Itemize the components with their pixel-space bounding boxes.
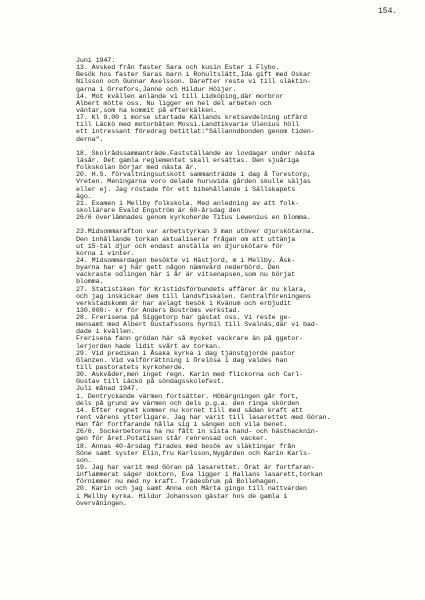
text-line: Nilsson och Gunnar Axelsson. Därefter reste vi till släktin- — [76, 78, 311, 87]
text-line: 21. Examen i Mellby folkskola. Med anledning av att folk- — [76, 199, 300, 208]
text-line: Juli månad 1947. — [76, 385, 139, 394]
text-line: garna i Orrefors,Janne och Hildur Höijer. — [76, 85, 237, 94]
text-line: 1. Dentryckande värmen fortsätter. Höbärgningen går fort, — [76, 392, 300, 401]
text-line: byarna har ej här gett någon nämnvärd nederbörd. Den — [76, 264, 280, 273]
text-line: Söne samt syster Elin,fru Karlsson,Nygården och Karin Karls- — [76, 449, 311, 458]
text-line: inflammerat säger doktorn, Eva ligger i Hallans lasarett,torkan — [76, 471, 323, 480]
page-number: 154. — [378, 7, 398, 16]
text-line: Den inhållande torkan aktualiserar frågan om att uttänja — [76, 235, 296, 244]
text-line: blomma. — [76, 278, 104, 287]
text-line: till pastoratets kyrkoherde. — [76, 364, 186, 373]
text-line: Besök hos faster Saras barn i Rohultslätt,Ida gift med Oskar — [76, 71, 311, 80]
text-line: dels på grund av värmen och dels p.g.a. den ringa skörden — [76, 399, 300, 408]
text-line: ett intressant föredrag betitlat:"Sällanndbonden genom tiden- — [76, 128, 315, 137]
text-line: väntar,som ha kommit på efterkälken. — [76, 106, 217, 115]
text-line: 24. Midsommardagen besökte vi Hästjord, m i Mellby. Åsk- — [76, 256, 296, 265]
text-line: ut 15-tal djur och endast anställa en djurskötare för — [76, 242, 284, 251]
text-line: Glanzen. Vid valförrättning i Örelösa i dag valdes han — [76, 356, 288, 365]
text-line: lerjorden hade lidit svårt av torkan. — [76, 342, 221, 351]
text-line: Gustav till Läckö på söndagsskolefest. — [76, 378, 225, 387]
text-line: rent vårens ytterligare. Jag har varit till lasarettet med Göran. — [76, 414, 331, 423]
text-line: läsår. Det gamla reglementet skall ersättas. Den sjuåriga — [76, 156, 300, 165]
text-line: skollärare Evald Engström är 60-årsdag den — [76, 206, 241, 215]
text-line: derna". — [76, 135, 104, 144]
text-line: Juni 1947. — [76, 57, 116, 65]
text-line: eller ej. Jag röstade för ett bibehållande i Sällskapets — [76, 185, 296, 194]
text-line: gen för året.Potatisen står renrensad och vacker. — [76, 435, 268, 444]
text-line: 26/6. Sockerbetorna ha nu fått in sista hand- och hästhacknin- — [76, 428, 319, 437]
text-line: Albert mötte oss. Nu ligger en hel del arbeten och — [76, 99, 272, 108]
text-line: 29. Vid predikan i Åsaka kyrka i dag tjänstgjorde pastor — [76, 349, 296, 358]
diary-text-body — [76, 58, 421, 508]
text-line: förnimmer nu med ny kraft. Trädesbruk på Bollehagen. — [76, 478, 280, 487]
text-line: 130.000:- kr för Anders Boströms verkstad. — [76, 306, 241, 315]
text-line: till Läckö med motorbåten Mossi.Landtikvarie Ulenius höll — [76, 121, 300, 130]
text-line: 28. Frerisena på Siggetorp har gästat oss. Vi reste ge- — [76, 314, 292, 323]
text-line: vackraste odlingen här i år är vitsenapsen,som nu börjat — [76, 271, 296, 280]
text-line: Han får fortfarande hålla sig i sängen och vila benet. — [76, 421, 288, 430]
text-line: i Mellby kyrka. Hildur Johansson gästar hos de gamla i — [76, 492, 288, 501]
text-line: 14. Mot kvällen anlände vi till Lidköping,där morbror — [76, 92, 284, 101]
text-line: och jag inskickar dem till landsfiskalen. Centralföreningens — [76, 292, 311, 301]
text-line: son. — [76, 456, 92, 465]
text-line: 20. Karin och jag samt Anna och Märta gingo till nattvarden — [76, 485, 307, 494]
text-line: korna i vinter. — [76, 249, 135, 258]
text-line: 27. Statistiken för Kristidsförbundets affärer är nu klara, — [76, 285, 307, 294]
text-line: 19. Jag har varit med Göran på lasarettet. Örat är fortfaran- — [76, 464, 315, 473]
text-line: verkstadskomm är har avlagt besök i Kvänum och erbjudit — [76, 299, 292, 308]
text-line: 14. Efter regnet kommer nu kornet till med sådan kraft att — [76, 406, 303, 415]
text-line: Frerisena fann grödan här så mycket vackrare än på ggetor- — [76, 335, 303, 344]
text-line: ägo. — [76, 192, 92, 201]
text-line: folkskolan börjar med nästa år. — [76, 164, 198, 173]
text-line: 26/6 överlämnades genom kyrkoherde Titus Lewenius en blomma. — [76, 214, 311, 223]
text-line: dade i kvällen. — [76, 328, 135, 337]
text-line: mensamt med Albert Gustafssons hyrbil till Svalnäs,där vi bad- — [76, 321, 319, 330]
text-line: 13. Avsked från faster Sara och kusin Ester i Flybo. — [76, 64, 280, 73]
text-line: 30. Askvåder,men inget regn. Karin med flickorna och Carl- — [76, 371, 303, 380]
text-line: 23.Midsommarafton var arbetstyrkan 3 man utöver djurskötarna. — [76, 228, 315, 237]
text-line: 18. Annas 40-årsdag firades med besök av släktingar från — [76, 442, 296, 451]
text-line: övervåningen. — [76, 499, 127, 508]
text-line: Vreten. Meningarna voro delade huruvida gården skulle säljas — [76, 178, 311, 187]
text-line: 20. H.S. förvaltningsutskott sammanträdde i dag å Torestorp, — [76, 171, 311, 180]
text-line: 18. Skolrådssammanträde.Fastställande av lovdagar under nästa — [76, 149, 315, 158]
text-line: 17. Kl 9.00 i morse startade Källands kretsavdelning utfärd — [76, 114, 307, 123]
